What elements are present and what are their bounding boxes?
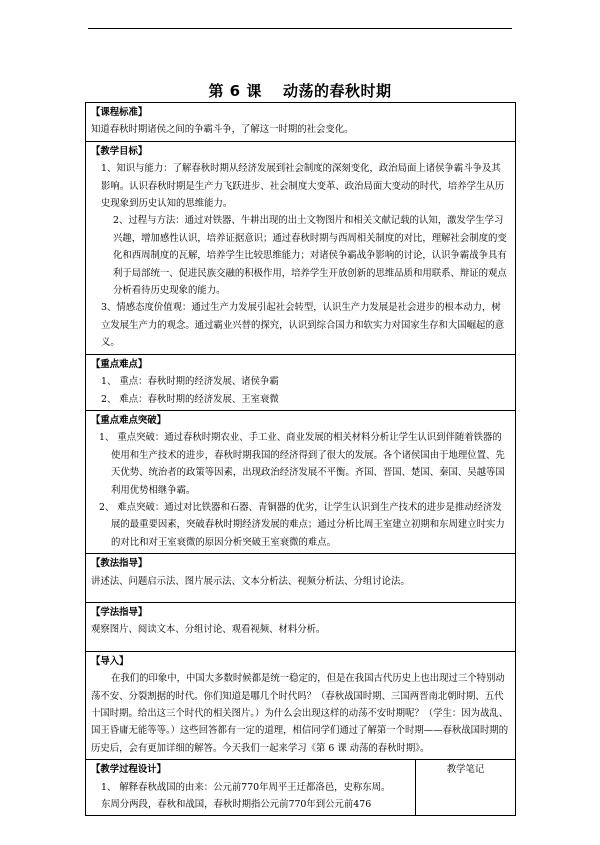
notes-label: 教学笔记 [446,764,485,776]
section-learning-methods [86,602,516,651]
section-teaching-methods [86,554,516,603]
standard-text: 知道春秋时期诸侯之间的争霸斗争，了解这一时期的社会变化。 [91,124,354,136]
key-points-heading: 【重点难点】 [91,358,148,370]
lesson-title: 第 6 课 动荡的春秋时期 [208,82,392,100]
section-breakthrough [86,410,516,553]
intro-text: 在我们的印象中，中国大多数时候都是统一稳定的，但是在我国古代历史上也出现过三个特别动荡不安、分裂割据的时代。你们知道是哪几个时代吗？（春秋战国时期、三国两晋南北朝时期、五代十国时期。给出这三个时代的相关图片。）为什么会出现这样的动荡不安时期呢？（学生：因为战乱、国王昏庸无能等等。）这些回答都有一定的道理，相信同学们通过了解第一个时期——春秋战国时期的历史后，会有更加详细的解答。今天我们一起来学习《第 6 课 动荡的春秋时期》。 [91,673,509,754]
goal-process: 2、过程与方法：通过对铁器、牛耕出现的出土文物图片和相关文献记载的认知，激发学生学习兴趣，增加感性认识，培养证据意识；通过春秋时期与西周相关制度的对比，理解社会制度的变化和西周制度的瓦解，培养学生比较思维能力；对诸侯争霸战争影响的讨论，认识争霸战争具有利于局部统一、促进民族交融的积极作用，培养学生开放创新的思维品质和用联系、辩证的观点分析看待历史现象的能力。 [113,215,507,297]
goal-knowledge: 1、知识与能力：了解春秋时期从经济发展到社会制度的深刻变化，政治局面上诸侯争霸斗争及其影响。认识春秋时期是生产力飞跃进步、社会制度大变革、政治局面大变动的时代，培养学生从历史现象到历史认知的思维能力。 [101,163,505,210]
key-point-item: 2、 难点：春秋时期的经济发展、王室衰微 [101,393,279,405]
teaching-methods-heading: 【教法指导】 [91,558,148,570]
section-standard [86,103,516,142]
process-heading: 【教学过程设计】 [91,764,167,776]
key-point-item: 1、 重点：春秋时期的经济发展、诸侯争霸 [101,376,279,388]
learning-methods-heading: 【学法指导】 [91,606,148,618]
process-step: 东周分两段，春秋和战国，春秋时期指公元前770年到公元前476 [101,799,372,811]
goals-heading: 【教学目标】 [91,145,148,157]
breakthrough-difficult: 2、 难点突破：通过对比铁器和石器、青铜器的优劣，让学生认识到生产技术的进步是推动经济发展的最重要因素，突破春秋时期经济发展的难点；通过分析比周王室建立初期和东周建立时实力的对比和对王室衰微的原因分析突破王室衰微的难点。 [99,501,505,548]
process-step: 1、 解释春秋战国的由来：公元前770年周平王迁都洛邑，史称东周。 [101,781,391,793]
section-goals [86,141,516,354]
breakthrough-key: 1、 重点突破：通过春秋时期农业、手工业、商业发展的相关材料分析让学生认识到伴随着铁器的使用和生产技术的进步，春秋时期我国的经济得到了很大的发展。各个诸侯国由于地理位置、先天优势、统治者的政策等因素，出现政治经济发展不平衡。齐国、晋国、楚国、秦国、吴越等国利用优势相继争霸。 [99,432,505,496]
section-process [86,760,516,816]
section-intro [86,651,516,759]
learning-methods-text: 观察图片、阅读文本、分组讨论、观看视频、材料分析。 [91,624,326,636]
breakthrough-heading: 【重点难点突破】 [91,414,167,426]
intro-heading: 【导入】 [91,655,129,667]
standard-heading: 【课程标准】 [91,107,148,118]
teaching-methods-text: 讲述法、问题启示法、图片展示法、文本分析法、视频分析法、分组讨论法。 [91,575,410,587]
lesson-plan-table [85,102,516,816]
goal-values: 3、情感态度价值观：通过生产力发展引起社会转型，认识生产力发展是社会进步的根本动力，树立发展生产力的观念。通过霸业兴替的探究，认识到综合国力和软实力对国家生存和大国崛起的意义。 [101,302,505,349]
header-rule [88,28,512,29]
section-key-points [86,354,516,410]
